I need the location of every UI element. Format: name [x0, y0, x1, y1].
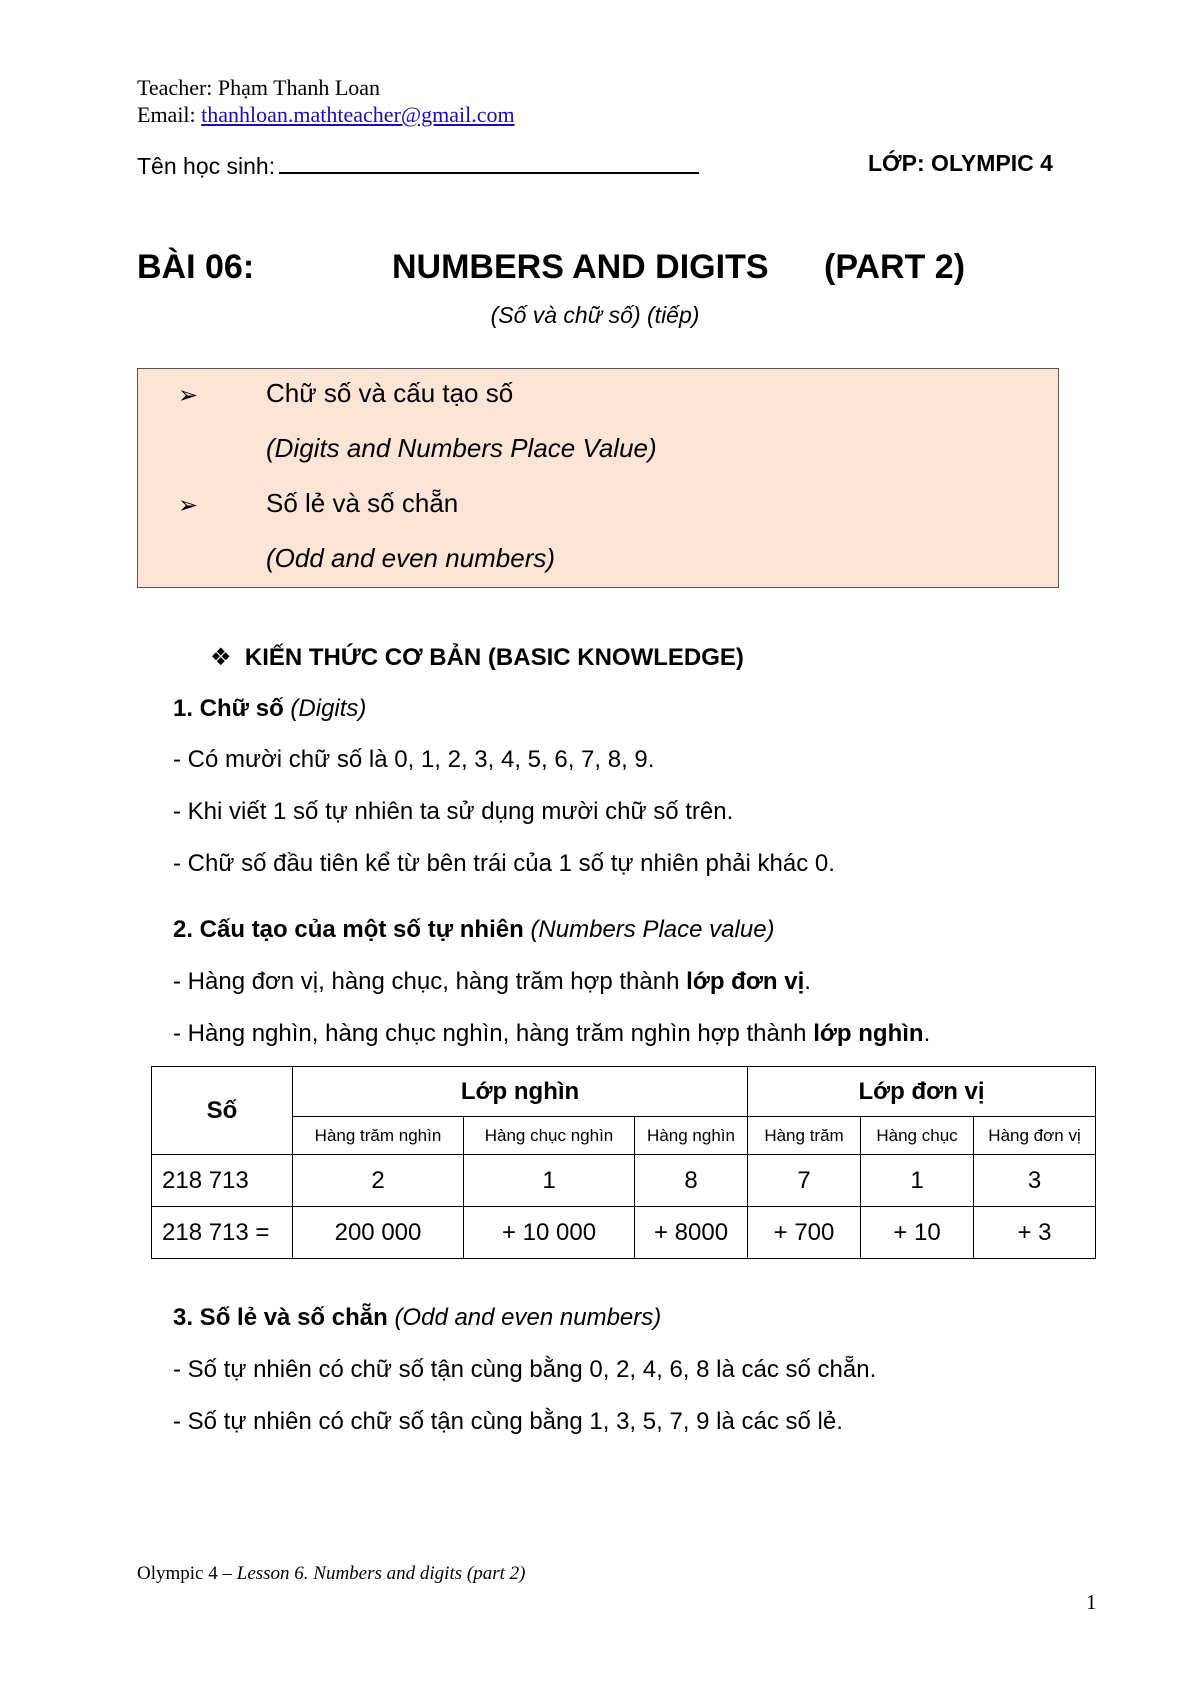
section-3-line-2: - Số tự nhiên có chữ số tận cùng bằng 1, 3, 5, 7, 9 là các số lẻ. [173, 1408, 843, 1435]
table-header-so: Số [152, 1067, 293, 1155]
table-cell: + 8000 [635, 1207, 748, 1259]
section-2-line-1-end: . [804, 968, 811, 995]
table-row-label: 218 713 [152, 1155, 293, 1207]
footer-course: Olympic 4 – [137, 1563, 237, 1584]
section-2-line-1 [173, 968, 811, 996]
table-cell: 8 [635, 1155, 748, 1207]
email-line [137, 102, 515, 128]
section-1-title-bold: 1. Chữ số [173, 695, 284, 722]
table-cell: 1 [464, 1155, 635, 1207]
summary-box [137, 368, 1059, 588]
teacher-name: Teacher: Phạm Thanh Loan [137, 75, 381, 100]
table-cell: + 10 000 [464, 1207, 635, 1259]
table-column-header: Hàng trăm [748, 1117, 861, 1155]
section-2-title [173, 916, 775, 944]
lesson-title: NUMBERS AND DIGITS [392, 248, 769, 286]
class-label: LỚP: OLYMPIC 4 [868, 150, 1053, 176]
section-2-title-bold: 2. Cấu tạo của một số tự nhiên [173, 916, 524, 943]
email-link[interactable]: thanhloan.mathteacher@gmail.com [201, 102, 515, 127]
section-3-title-italic: (Odd and even numbers) [394, 1304, 662, 1331]
table-cell: + 700 [748, 1207, 861, 1259]
email-label: Email: [137, 102, 202, 127]
section-2-line-2-bold: lớp nghìn [813, 1020, 924, 1047]
summary-item-2: Số lẻ và số chẵn [266, 488, 459, 518]
student-label: Tên học sinh: [137, 153, 276, 179]
lesson-subtitle: (Số và chữ số) (tiếp) [490, 302, 700, 328]
table-group-units: Lớp đơn vị [748, 1067, 1096, 1117]
table-cell: 200 000 [293, 1207, 464, 1259]
page-footer [137, 1563, 525, 1585]
section-2-title-italic: (Numbers Place value) [530, 916, 775, 943]
section-2-line-1-text: - Hàng đơn vị, hàng chục, hàng trăm hợp thành [173, 968, 687, 995]
section-3-title [173, 1304, 661, 1332]
table-column-header: Hàng đơn vị [974, 1117, 1096, 1155]
place-value-table [151, 1066, 1096, 1259]
table-column-header: Hàng chục [861, 1117, 974, 1155]
summary-item-1-en: (Digits and Numbers Place Value) [266, 433, 657, 463]
table-cell: 7 [748, 1155, 861, 1207]
summary-item-2-en: (Odd and even numbers) [266, 543, 556, 573]
student-name-field [137, 150, 699, 180]
table-column-header: Hàng chục nghìn [464, 1117, 635, 1155]
section-1-line-1: - Có mười chữ số là 0, 1, 2, 3, 4, 5, 6, 7, 8, 9. [173, 746, 655, 773]
section-1-title-italic: (Digits) [290, 695, 367, 722]
section-3-title-bold: 3. Số lẻ và số chẵn [173, 1304, 388, 1331]
basic-knowledge-title: KIẾN THỨC CƠ BẢN (BASIC KNOWLEDGE) [244, 644, 744, 671]
arrow-right-icon: ➢ [178, 492, 199, 519]
table-cell: + 3 [974, 1207, 1096, 1259]
student-name-blank[interactable] [279, 150, 699, 174]
summary-item-1: Chữ số và cấu tạo số [266, 378, 514, 408]
page-number: 1 [1086, 1590, 1097, 1614]
section-2-line-2 [173, 1020, 930, 1048]
section-1-line-3: - Chữ số đầu tiên kể từ bên trái của 1 số tự nhiên phải khác 0. [173, 850, 835, 877]
table-cell: 3 [974, 1155, 1096, 1207]
section-2-line-2-end: . [923, 1020, 931, 1047]
table-row-label: 218 713 = [152, 1207, 293, 1259]
table-row [152, 1155, 1096, 1207]
table-row [152, 1207, 1096, 1259]
table-group-thousands: Lớp nghìn [293, 1067, 748, 1117]
section-1-line-2: - Khi viết 1 số tự nhiên ta sử dụng mười chữ số trên. [173, 798, 734, 825]
section-2-line-1-bold: lớp đơn vị [686, 968, 805, 995]
table-column-header: Hàng trăm nghìn [293, 1117, 464, 1155]
table-cell: 1 [861, 1155, 974, 1207]
footer-lesson: Lesson 6. Numbers and digits (part 2) [236, 1563, 526, 1584]
section-2-line-2-text: - Hàng nghìn, hàng chục nghìn, hàng trăm nghìn hợp thành [173, 1020, 814, 1047]
table-column-header: Hàng nghìn [635, 1117, 748, 1155]
diamond-bullet-icon: ❖ [210, 644, 232, 671]
section-1-title [173, 695, 366, 723]
section-3-line-1: - Số tự nhiên có chữ số tận cùng bằng 0, 2, 4, 6, 8 là các số chẵn. [173, 1356, 877, 1383]
lesson-number: BÀI 06: [137, 248, 255, 286]
basic-knowledge-heading [210, 643, 744, 672]
lesson-part: (PART 2) [824, 248, 966, 286]
arrow-right-icon: ➢ [178, 382, 199, 409]
table-cell: + 10 [861, 1207, 974, 1259]
table-cell: 2 [293, 1155, 464, 1207]
